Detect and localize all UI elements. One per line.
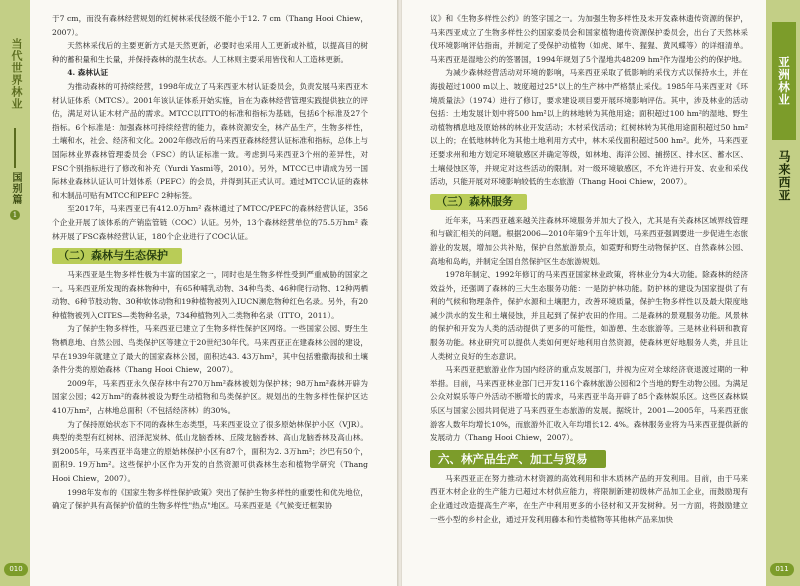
paragraph: 为推动森林的可持续经营，1998年成立了马来西亚木材认证委员会，负责发展马来西亚木材认证体系（MTCS）。2001年该认证体系开始实施，旨在为森林经营管理实践提供独立的评估，满足对认证木材产品的需求。MTCC以ITTO的标准和指标为基础，包括6个标准及27个指标。6个标准是：加强森林可持续经营的能力，森林资源安全，林产品生产，生物多样性，土壤和水，社会、经济和文化。2002年修改后的马来西亚森林经营认证标准和指标，总体上与国际林业界森林管理委员会（FSC）的认证标准一致。考虑到马来西亚3个州的差异性，对FSC个别指标进行了修改和补充（Yurdi Yasmi等，2010）。另外，MTCC已申请成为另一国际林业森林认证认可计划体系（PEFC）的会员，并得到其正式认可。通过MTCC认证的森林和木制品可贴有MTCC和PEFC 2种标签。 [52, 81, 368, 200]
page-number: 010 [4, 563, 28, 576]
chapter-heading: 六、林产品生产、加工与贸易 [430, 450, 748, 468]
right-sidebar [766, 0, 800, 586]
right-page [402, 0, 800, 586]
paragraph: 2009年，马来西亚永久保存林中有270万hm²森林被划为保护林；98万hm²森林开辟为国家公园；42万hm²的森林被设为野生动植物和鸟类保护区。规划出的生物多样性保护区达410万hm²，占林地总面积（不包括经济林）的30%。 [52, 378, 368, 416]
right-body-text [430, 12, 748, 526]
section-heading: （二）森林与生态保护 [52, 248, 368, 264]
left-page [0, 0, 398, 586]
region-title: 亚洲林业 [772, 22, 796, 140]
paragraph: 马来西亚把旅游业作为国内经济的重点发展部门，并视为应对全球经济衰退渡过期的一种举措。目前，马来西亚林业部门已开发116个森林旅游公园和2个当地的野生动物公园。为满足公众对娱乐等户外活动不断增长的需求，马来西亚半岛开辟了85个森林娱乐区。这些区森林娱乐区与国家公园共同促进了马来西亚生态旅游的发展。据统计，2001—2005年，马来西亚旅游客人数年均增长10%，而旅游外汇收入年均增长12. 4%。森林服务业将为马来西亚提供新的发展动力（Thang Hooi Chiew，2007）。 [430, 365, 748, 443]
left-sidebar [0, 0, 30, 586]
paragraph: 至2017年，马来西亚已有412.0万hm² 森林通过了MTCC/PEFC的森林经营认证，356个企业开展了该体系的产销监管链（COC）认证。另外，13个森林经营单位的75.5万hm² 森林开展了FSC森林经营认证，180个企业进行了COC认证。 [52, 204, 368, 241]
paragraph: 为减少森林经营活动对环境的影响，马来西亚采取了低影响的采伐方式以保持水土，并在海拔超过1000 m以上、坡度超过25°以上的生产林中严格禁止采伐。1985年马来西亚对《环境质量法》（1974）进行了修订，要求建设项目要开展环境影响评估。其中，涉及林业的活动包括：土地发展计划中将500 hm²以上的林地转为其他用途；面积超过100 hm²的湿地、野生动植物栖息地及原始林的林业开发活动；木材采伐活动；红树林转为其他用途面积超过50 hm²以上的；在低地林转化为其他土地利用方式中，林木采伐面积超过500 hm²。此外，马来西亚还要求州和地方划定环境敏感区并确定等级，如林地、海洋公园、捕捞区、排水区、蓄水区、土壤侵蚀区等，并规定对这些活动的限制。对一级环境敏感区，不允许进行开发、农业和采伐活动，只能开展对环境影响较低的生态旅游（Thang Hooi Chiew，2007）。 [430, 68, 748, 187]
paragraph: 马来西亚是生物多样性极为丰富的国家之一，同时也是生物多样性受到严重威胁的国家之一。马来西亚所发现的森林物种中，有65种哺乳动物、34种鸟类、46种爬行动物、12种两栖动物、6种节肢动物、30种软体动物和19种植物被列入IUCN濒危物种红色名录。另外，有20种植物被列入CITES—类物种名录，734种植物列入二类物种名录（ITTO，2011）。 [52, 270, 368, 320]
paragraph: 1998年发布的《国家生物多样性保护政策》突出了保护生物多样性的重要性和优先地位，确定了保护具有高保护价值的生物多样性"热点"地区。马来西亚是《气候变迁框架协 [52, 487, 368, 511]
paragraph: 为了保护生物多样性，马来西亚已建立了生物多样性保护区网络。一些国家公园、野生生物栖息地、自然公园、鸟类保护区等建立于20世纪30年代。马来西亚正在建森林公园的建设，早在1939年就建立了最大的国家森林公园，面积达43. 43万hm²，其中包括雅撒海拔和土壤条件分类的原始森林（Thang Hooi Chiew，2007）。 [52, 324, 368, 375]
paragraph: 近年来，马来西亚越来越关注森林环境服务并加大了投入，尤其是有关森林区域界线管理和与碳汇相关的问题。根据2006—2010年第9个五年计划，马来西亚强调要进一步促进生态旅游业的发展，增加公共补贴，保护自然旅游景点，如霓野和野生动物保护区、自然森林公园、高地和岛屿，并制定全国自然保护区生态旅游规划。 [430, 215, 748, 266]
left-body-text [52, 12, 368, 513]
sidebar-divider [14, 128, 16, 168]
paragraph: 为了保持原始状态下不同的森林生态类型，马来西亚设立了很多原始林保护小区（VJR）。典型的类型有红树林、沼泽泥炭林、低山龙脑香林、丘陵龙脑香林、高山龙脑香林及高山林。到2005年，马来西亚半岛建立的原始林保护小区有87个，面积为2. 3万hm²；沙巴有50个，面积9. 19万hm²。这些保护小区作为开发的自然资源可供森林生态和植物学研究（Thang Hooi Chiew，2007）。 [52, 419, 368, 483]
subheading: 4. 森林认证 [67, 68, 109, 78]
paragraph: 于7 cm，而没有森林经营规划的红树林采伐径级不能小于12. 7 cm（Thang Hooi Chiew，2007）。 [52, 14, 368, 37]
paragraph: 议》和《生物多样性公约》的签字国之一。为加强生物多样性及未开发森林遗传资源的保护，马来西亚成立了生物多样性公约国家委员会和国家植物遗传资源保护委员会，出台了天然林采伐环境影响评估指南，并制定了受保护动植物（如虎、犀牛、猩猩、黄风蝶等）的详细清单。马来西亚是湿地公约的签署国，1994年规划了5个湿地共48209 hm²作为湿地公约的保护地。 [430, 14, 748, 64]
volume-title: 国别篇 [10, 172, 21, 205]
page-number: 011 [770, 563, 794, 576]
paragraph: 马来西亚正在努力推动木材资源的高效利用和非木质林产品的开发利用。目前，由于马来西亚木材企业的生产能力已超过木材供应能力，将限制新建初级林产品加工企业，而鼓励现有企业通过改造提高生产率，在生产中利用更多的小径材和又开发树种。另一方面，将鼓励建立一些小型的乡村企业，通过开发利用藤本和竹类植物等其他林产品来加快 [430, 473, 748, 524]
paragraph: 1978年制定、1992年修订的马来西亚国家林业政策，将林业分为4大功能。除森林的经济效益外，还强调了森林的三大生态服务功能：一是防护林功能。防护林的建设为国家提供了有利的气候和物理条件，保护水源和土壤肥力，改善环境质量，保护生物多样性以及最大限度地减少洪水的发生和土壤侵蚀，并且起到了保护农田的作用。二是森林的景观服务功能。风景林的保护和开发为人类的活动提供了更多的可能性，如游憩、生态旅游等。三是林业科研和教育服务功能。林业研究可以提供人类如何更好地利用自然资源，使森林更好地服务人类，并且让人类树立良好的生态意识。 [430, 270, 748, 361]
series-title: 当代世界林业 [10, 38, 23, 110]
paragraph: 天然林采伐后的主要更新方式是天然更新，必要时也采用人工更新或补植，以提高目的树种的蓄积量和生长量，并保持森林的混生状态。人工林则主要采用皆伐和人工造林更新。 [52, 41, 368, 64]
section-heading: （三）森林服务 [430, 194, 748, 210]
volume-badge: 1 [10, 210, 20, 220]
country-title: 马来西亚 [777, 150, 791, 202]
